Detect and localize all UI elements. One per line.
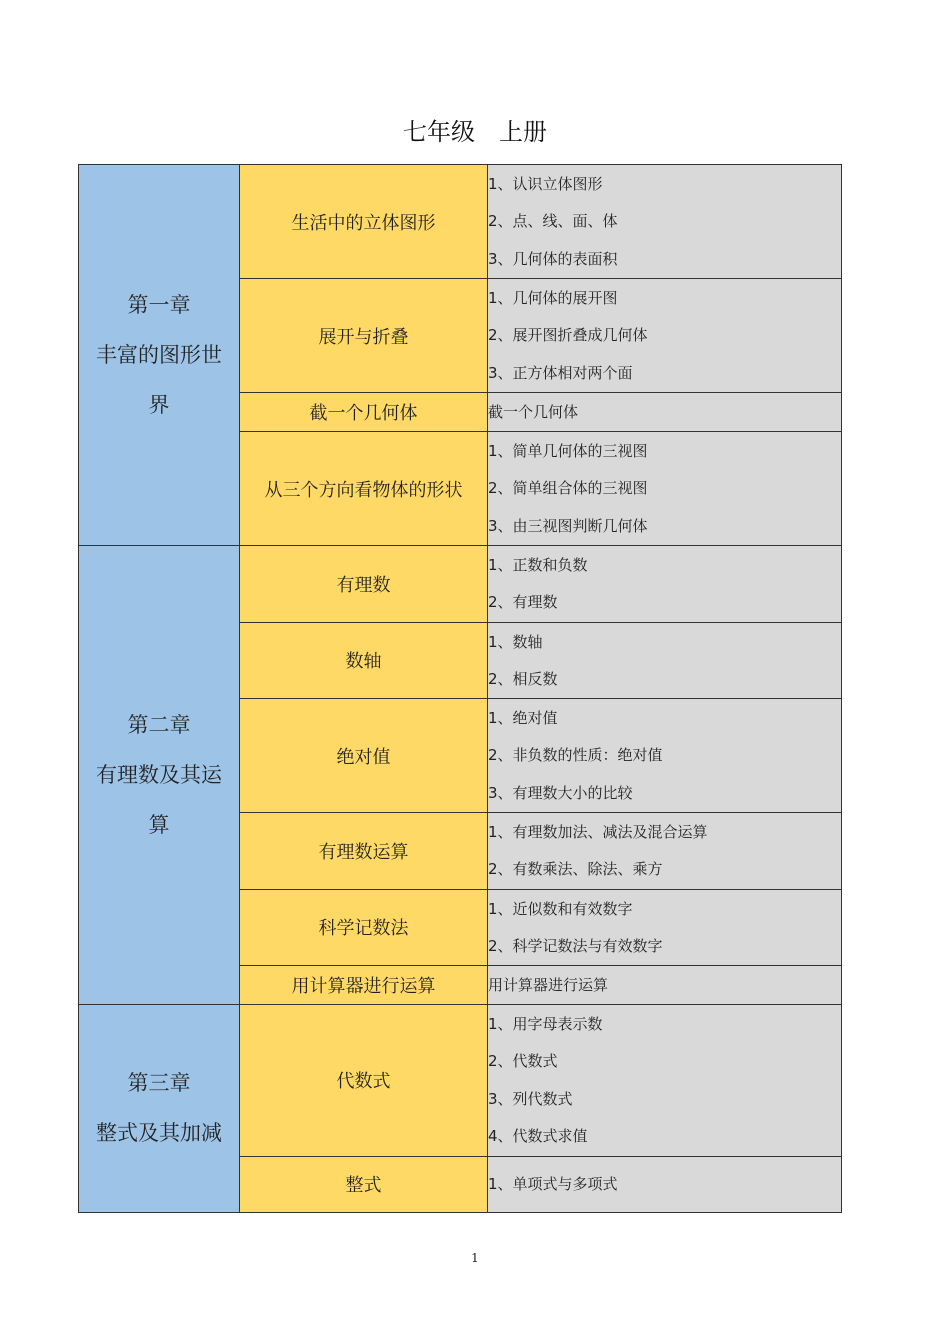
point-item: 1、几何体的展开图	[488, 289, 618, 307]
points-cell	[488, 165, 842, 279]
point-item: 2、简单组合体的三视图	[488, 479, 648, 497]
chapter-subtitle: 丰富的图形世	[96, 343, 222, 367]
point-item: 1、简单几何体的三视图	[488, 442, 648, 460]
section-cell: 有理数运算	[240, 813, 488, 890]
section-cell: 展开与折叠	[240, 279, 488, 393]
point-item: 3、由三视图判断几何体	[488, 516, 648, 535]
point-item: 2、相反数	[488, 669, 558, 688]
point-item: 截一个几何体	[488, 403, 579, 421]
point-item: 2、非负数的性质：绝对值	[488, 746, 663, 764]
point-item: 2、点、线、面、体	[488, 212, 618, 230]
table-row	[79, 165, 842, 279]
section-cell: 用计算器进行运算	[240, 966, 488, 1005]
point-item: 2、有数乘法、除法、乘方	[488, 860, 663, 878]
point-item: 1、有理数加法、减法及混合运算	[488, 823, 708, 841]
chapter-cell	[79, 546, 240, 1005]
section-cell: 整式	[240, 1156, 488, 1212]
section-cell: 绝对值	[240, 699, 488, 813]
section-cell: 截一个几何体	[240, 393, 488, 432]
points-cell	[488, 279, 842, 393]
page-number: 1	[471, 1251, 479, 1265]
table-row	[79, 546, 842, 623]
point-item: 2、科学记数法与有效数字	[488, 936, 663, 955]
table-row	[79, 1005, 842, 1157]
point-item: 1、绝对值	[488, 709, 558, 727]
page-title: 七年级 上册	[403, 118, 547, 146]
points-cell	[488, 1005, 842, 1157]
point-item: 3、列代数式	[488, 1089, 573, 1108]
chapter-cell	[79, 165, 240, 546]
chapter-title: 第一章	[127, 293, 191, 317]
point-item: 1、单项式与多项式	[488, 1175, 618, 1193]
points-cell	[488, 393, 842, 432]
section-cell: 从三个方向看物体的形状	[240, 432, 488, 546]
point-item: 1、正数和负数	[488, 556, 588, 574]
points-cell	[488, 966, 842, 1005]
point-item: 3、有理数大小的比较	[488, 783, 633, 802]
section-cell: 生活中的立体图形	[240, 165, 488, 279]
section-cell: 科学记数法	[240, 889, 488, 966]
points-cell	[488, 699, 842, 813]
points-cell	[488, 813, 842, 890]
point-item: 1、用字母表示数	[488, 1015, 603, 1033]
chapter-cell	[79, 1005, 240, 1213]
point-item: 2、代数式	[488, 1052, 558, 1070]
point-item: 1、认识立体图形	[488, 175, 603, 193]
points-cell	[488, 546, 842, 623]
point-item: 3、几何体的表面积	[488, 249, 618, 268]
section-cell: 代数式	[240, 1005, 488, 1157]
chapter-subtitle: 界	[148, 393, 170, 417]
point-item: 用计算器进行运算	[488, 976, 609, 994]
curriculum-table	[78, 164, 842, 1213]
chapter-title: 第二章	[127, 713, 191, 737]
points-cell	[488, 1156, 842, 1212]
points-cell	[488, 622, 842, 699]
point-item: 4、代数式求值	[488, 1127, 588, 1145]
point-item: 3、正方体相对两个面	[488, 363, 633, 382]
point-item: 2、有理数	[488, 593, 558, 611]
section-cell: 有理数	[240, 546, 488, 623]
point-item: 1、数轴	[488, 632, 543, 651]
chapter-subtitle: 整式及其加减	[96, 1121, 222, 1146]
point-item: 1、近似数和有效数字	[488, 899, 633, 918]
points-cell	[488, 432, 842, 546]
chapter-subtitle: 有理数及其运	[96, 763, 222, 787]
points-cell	[488, 889, 842, 966]
chapter-title: 第三章	[127, 1071, 191, 1096]
section-cell: 数轴	[240, 622, 488, 699]
point-item: 2、展开图折叠成几何体	[488, 326, 648, 344]
chapter-subtitle: 算	[148, 813, 170, 837]
